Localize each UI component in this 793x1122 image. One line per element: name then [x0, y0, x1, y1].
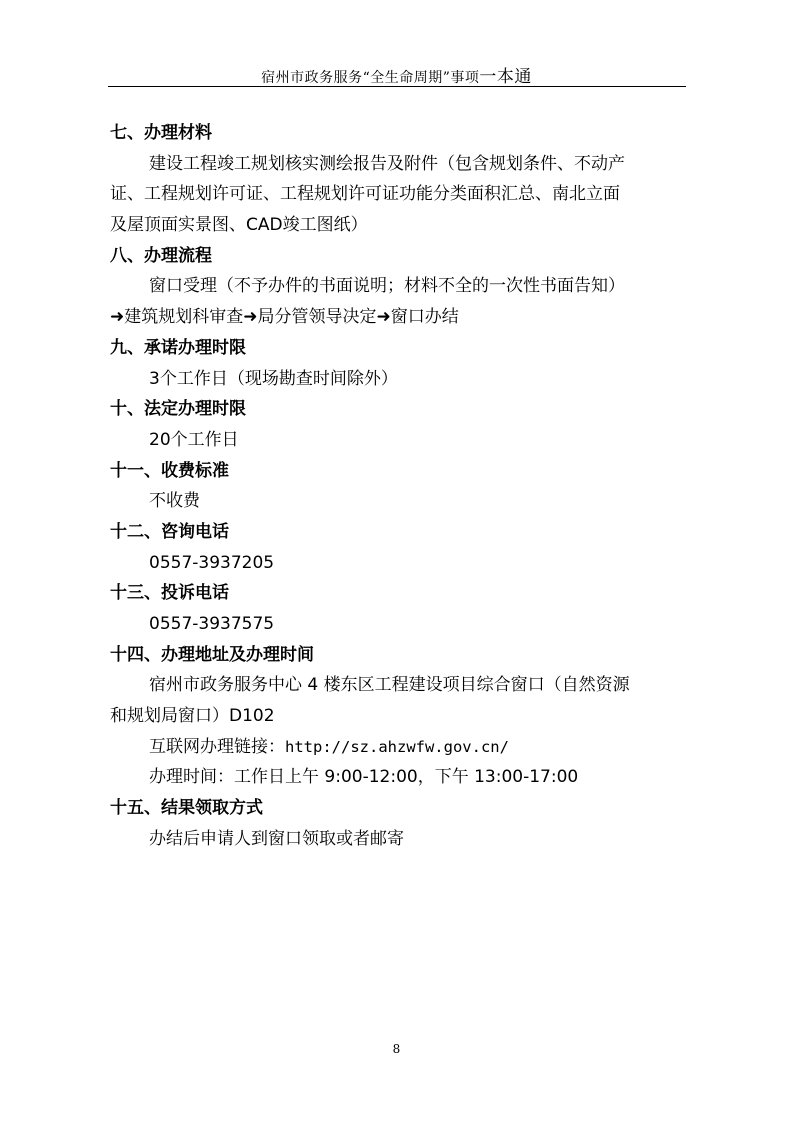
address-line-1: 宿州市政务服务中心 4 楼东区工程建设项目综合窗口（自然资源 — [149, 675, 630, 696]
office-hours-label: 办理时间： — [149, 767, 234, 788]
office-hours-value: 工作日上午 9:00-12:00，下午 13:00-17:00 — [234, 767, 579, 788]
process-step-decision: 局分管领导决定 — [257, 307, 377, 328]
arrow-right-icon: ➜ — [110, 307, 125, 328]
section-heading-address-hours: 十四、办理地址及办理时间 — [110, 644, 314, 665]
materials-line-2: 证、工程规划许可证、工程规划许可证功能分类面积汇总、南北立面 — [110, 184, 620, 205]
header-divider — [108, 86, 686, 87]
header-title-tail: 一本通 — [479, 67, 532, 87]
materials-line-1: 建设工程竣工规划核实测绘报告及附件（包含规划条件、不动产 — [149, 153, 625, 174]
result-pickup-value: 办结后申请人到窗口领取或者邮寄 — [149, 828, 404, 849]
section-heading-complaint-phone: 十三、投诉电话 — [110, 583, 229, 604]
section-heading-result-pickup: 十五、结果领取方式 — [110, 798, 263, 819]
arrow-right-icon: ➜ — [376, 307, 391, 328]
process-line-1: 窗口受理（不予办件的书面说明；材料不全的一次性书面告知） — [149, 276, 625, 297]
section-heading-consult-phone: 十二、咨询电话 — [110, 521, 229, 542]
document-body — [110, 118, 690, 855]
online-link-url[interactable]: http://sz.ahzwfw.gov.cn/ — [285, 737, 509, 756]
process-flow-line — [110, 302, 690, 333]
office-hours-line — [110, 762, 690, 793]
materials-line-3: 及屋顶面实景图、CAD竣工图纸） — [110, 215, 368, 236]
process-step-review: 建筑规划科审查 — [124, 307, 244, 328]
section-heading-legal-time: 十、法定办理时限 — [110, 399, 246, 420]
arrow-right-icon: ➜ — [243, 307, 258, 328]
page-header — [0, 62, 793, 87]
promised-time-value: 3个工作日（现场勘查时间除外） — [149, 368, 398, 389]
legal-time-value: 20个工作日 — [149, 429, 239, 450]
section-heading-promised-time: 九、承诺办理时限 — [110, 337, 246, 358]
online-link-label: 互联网办理链接： — [149, 736, 285, 757]
online-link-line — [110, 732, 690, 763]
complaint-phone-value: 0557-3937575 — [149, 614, 275, 634]
fees-value: 不收费 — [149, 491, 200, 512]
consult-phone-value: 0557-3937205 — [149, 552, 275, 573]
section-heading-materials: 七、办理材料 — [110, 123, 212, 143]
process-step-complete: 窗口办结 — [390, 307, 459, 328]
address-line-2: 和规划局窗口）D102 — [110, 706, 275, 727]
header-title: 宿州市政务服务“全生命周期”事项 — [261, 70, 480, 86]
page-number: 8 — [392, 1042, 401, 1056]
section-heading-fees: 十一、收费标准 — [110, 460, 229, 481]
section-heading-process: 八、办理流程 — [110, 245, 212, 266]
